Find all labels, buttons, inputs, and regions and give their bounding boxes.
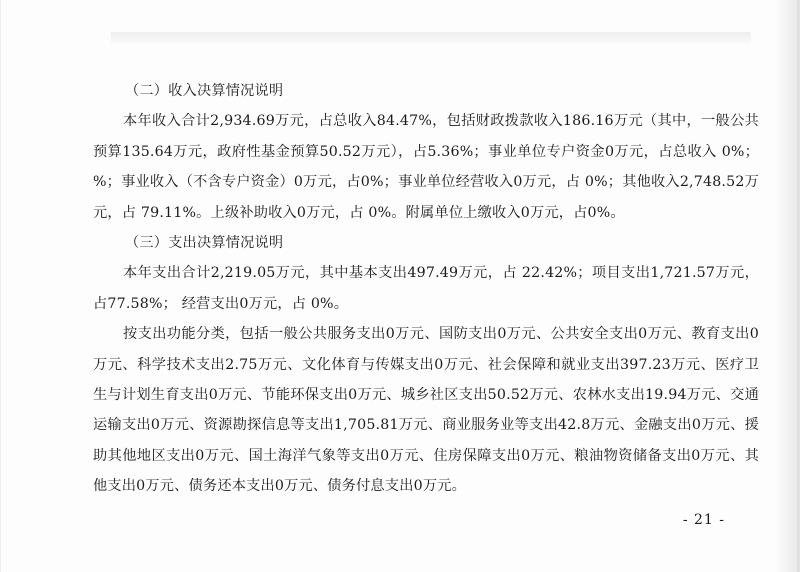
expenditure-summary-paragraph: 本年支出合计2,219.05万元，其中基本支出497.49万元，占 22.42%；项目支出1,721.57万元，占77.58%； 经营支出0万元，占 0%。 bbox=[93, 265, 759, 312]
section-heading-income: （二）收入决算情况说明 bbox=[125, 83, 284, 99]
section-heading-expenditure: （三）支出决算情况说明 bbox=[125, 235, 284, 252]
expenditure-function-paragraph: 按支出功能分类，包括一般公共服务支出0万元、国防支出0万元、公共安全支出0万元、教育支出0万元、科学技术支出2.75万元、文化体育与传媒支出0万元、社会保障和就业支出397.23万元、医疗卫生与计划生育支出0万元、节能环保支出0万元、城乡社区支出50.52万元、农林水支出19.94万元、交通运输支出0万元、资源勘探信息等支出1,705.81万元、商业服务业等支出42.8万元、金融支出0万元、援助其他地区支出0万元、国土海洋气象等支出0万元、住房保障支出0万元、粮油物资储备支出0万元、其他支出0万元、债务还本支出0万元、债务付息支出0万元。 bbox=[93, 326, 759, 495]
income-paragraph: 本年收入合计2,934.69万元，占总收入84.47%，包括财政拨款收入186.16万元（其中，一般公共预算135.64万元，政府性基金预算50.52万元），占5.36%；事业单位专户资金0万元，占总收入 0%；%；事业收入（不含专户资金）0万元，占0%；事业单位经营收入0万元，占 0%；其他收入2,748.52万元，占 79.11%。上级补助收入0万元，占 0%。附属单位上缴收入0万元，占0%。 bbox=[93, 113, 759, 221]
scan-shadow-top bbox=[111, 32, 751, 46]
page-number: - 21 - bbox=[682, 512, 725, 528]
document-body bbox=[93, 76, 759, 502]
scan-shadow-right bbox=[775, 0, 797, 572]
